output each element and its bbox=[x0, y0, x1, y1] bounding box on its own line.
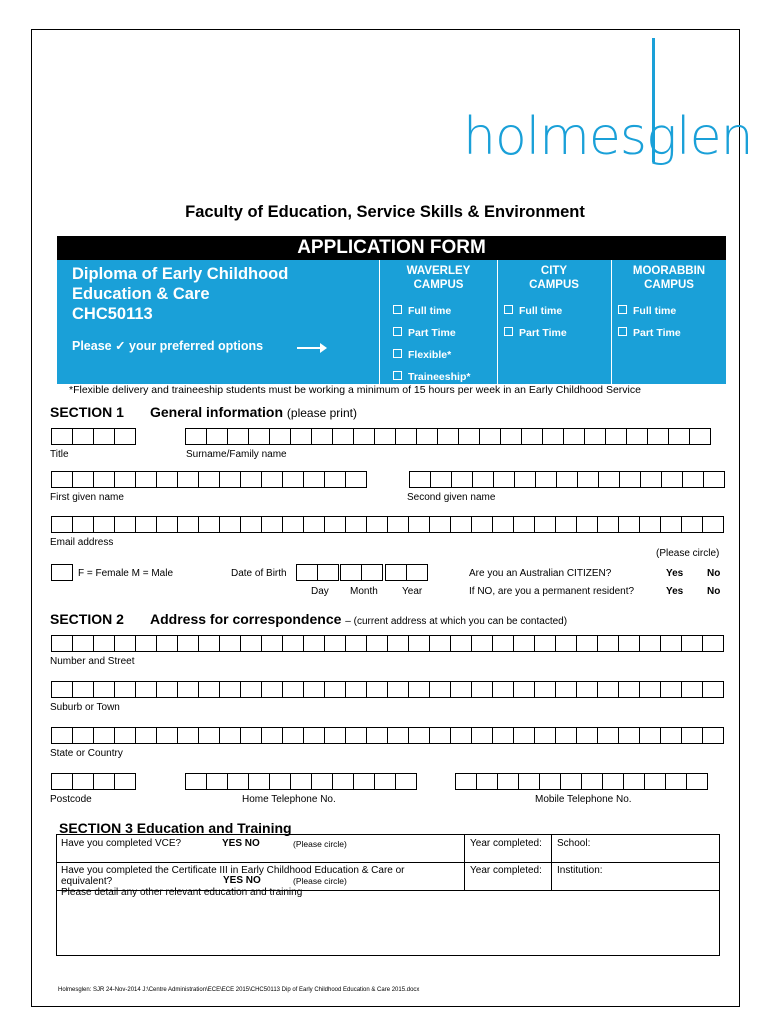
citizen-no[interactable]: No bbox=[707, 568, 721, 579]
email-input[interactable] bbox=[52, 516, 724, 533]
waverley-full-time-checkbox[interactable]: Full time bbox=[393, 305, 451, 317]
home-telephone-label: Home Telephone No. bbox=[242, 794, 336, 805]
first-name-label: First given name bbox=[50, 492, 124, 503]
dob-year-input[interactable] bbox=[386, 564, 428, 581]
section1-number: SECTION 1 bbox=[50, 404, 124, 420]
waverley-traineeship-checkbox[interactable]: Traineeship* bbox=[393, 371, 470, 383]
city-part-time-checkbox[interactable]: Part Time bbox=[504, 327, 567, 339]
cert-question-line1: Have you completed the Certificate III in Early Childhood Education & Care or bbox=[61, 865, 405, 876]
campus-moorabbin-heading: MOORABBIN CAMPUS bbox=[632, 265, 706, 291]
gender-input[interactable] bbox=[52, 564, 73, 581]
course-options-panel bbox=[57, 260, 726, 384]
vce-please-circle: (Please circle) bbox=[293, 839, 347, 849]
please-circle-note: (Please circle) bbox=[656, 548, 720, 559]
dob-day-input[interactable] bbox=[297, 564, 339, 581]
suburb-input[interactable] bbox=[52, 681, 724, 698]
postcode-input[interactable] bbox=[52, 773, 136, 790]
campus-options bbox=[379, 260, 727, 384]
email-label: Email address bbox=[50, 537, 114, 548]
section2-number: SECTION 2 bbox=[50, 611, 124, 627]
vce-question: Have you completed VCE? bbox=[61, 838, 182, 849]
resident-question: If NO, are you a permanent resident? bbox=[469, 586, 635, 597]
school-label: School: bbox=[557, 838, 591, 849]
dob-month-input[interactable] bbox=[341, 564, 383, 581]
dob-month-label: Month bbox=[350, 586, 378, 597]
state-label: State or Country bbox=[50, 748, 123, 759]
campus-city-heading: CITY CAMPUS bbox=[529, 265, 579, 291]
city-full-time-checkbox[interactable]: Full time bbox=[504, 305, 562, 317]
institution-label: Institution: bbox=[557, 865, 603, 876]
vce-year-label: Year completed: bbox=[470, 838, 542, 849]
moorabbin-part-time-checkbox[interactable]: Part Time bbox=[618, 327, 681, 339]
cert-please-circle: (Please circle) bbox=[293, 876, 347, 886]
waverley-part-time-checkbox[interactable]: Part Time bbox=[393, 327, 456, 339]
citizen-question: Are you an Australian CITIZEN? bbox=[469, 568, 612, 579]
flexible-note: *Flexible delivery and traineeship students must be working a minimum of 15 hours per week in an Early Childhood Service bbox=[69, 384, 641, 396]
arrow-right-icon bbox=[297, 347, 321, 349]
footer-path: Holmesglen: SJR 24-Nov-2014 J:\Centre Administration\ECE\ECE 2015\CHC50113 Dip of Early Childhood Education & Care 2015.docx bbox=[58, 987, 420, 993]
dob-year-label: Year bbox=[402, 586, 423, 597]
citizen-yes[interactable]: Yes bbox=[666, 568, 684, 579]
street-label: Number and Street bbox=[50, 656, 135, 667]
waverley-flexible-checkbox[interactable]: Flexible* bbox=[393, 349, 451, 361]
vce-yes-no[interactable]: YES NO bbox=[222, 838, 260, 849]
second-name-input[interactable] bbox=[410, 471, 725, 488]
education-table bbox=[56, 834, 720, 956]
section3-title: SECTION 3 Education and Training bbox=[59, 820, 292, 836]
holmesglen-logo: holmesglen bbox=[463, 107, 753, 167]
form-title: APPLICATION FORM bbox=[57, 236, 726, 260]
cert-year-label: Year completed: bbox=[470, 865, 542, 876]
state-input[interactable] bbox=[52, 727, 724, 744]
cert-yes-no[interactable]: YES NO bbox=[223, 875, 261, 886]
home-telephone-input[interactable] bbox=[186, 773, 417, 790]
first-name-input[interactable] bbox=[52, 471, 367, 488]
resident-no[interactable]: No bbox=[707, 586, 721, 597]
suburb-label: Suburb or Town bbox=[50, 702, 120, 713]
surname-input[interactable] bbox=[186, 428, 711, 445]
title-label: Title bbox=[50, 449, 69, 460]
course-name: Diploma of Early Childhood Education & Care CHC50113 bbox=[72, 265, 289, 323]
postcode-label: Postcode bbox=[50, 794, 92, 805]
second-name-label: Second given name bbox=[407, 492, 496, 503]
mobile-telephone-label: Mobile Telephone No. bbox=[535, 794, 632, 805]
dob-day-label: Day bbox=[311, 586, 329, 597]
campus-waverley-heading: WAVERLEY CAMPUS bbox=[406, 265, 471, 291]
preferred-options-instruction: Please ✓ your preferred options bbox=[72, 339, 264, 353]
moorabbin-full-time-checkbox[interactable]: Full time bbox=[618, 305, 676, 317]
mobile-telephone-input[interactable] bbox=[456, 773, 708, 790]
section1-title: General information (please print) bbox=[150, 404, 357, 420]
title-input[interactable] bbox=[52, 428, 136, 445]
section2-title: Address for correspondence – (current address at which you can be contacted) bbox=[150, 611, 568, 627]
resident-yes[interactable]: Yes bbox=[666, 586, 684, 597]
cert-question-line2: equivalent? bbox=[61, 876, 113, 887]
street-input[interactable] bbox=[52, 635, 724, 652]
gender-label: F = Female M = Male bbox=[78, 568, 174, 579]
faculty-heading: Faculty of Education, Service Skills & Environment bbox=[185, 203, 585, 221]
other-education-label: Please detail any other relevant education and training bbox=[61, 887, 303, 898]
surname-label: Surname/Family name bbox=[186, 449, 287, 460]
dob-label: Date of Birth bbox=[231, 568, 287, 579]
